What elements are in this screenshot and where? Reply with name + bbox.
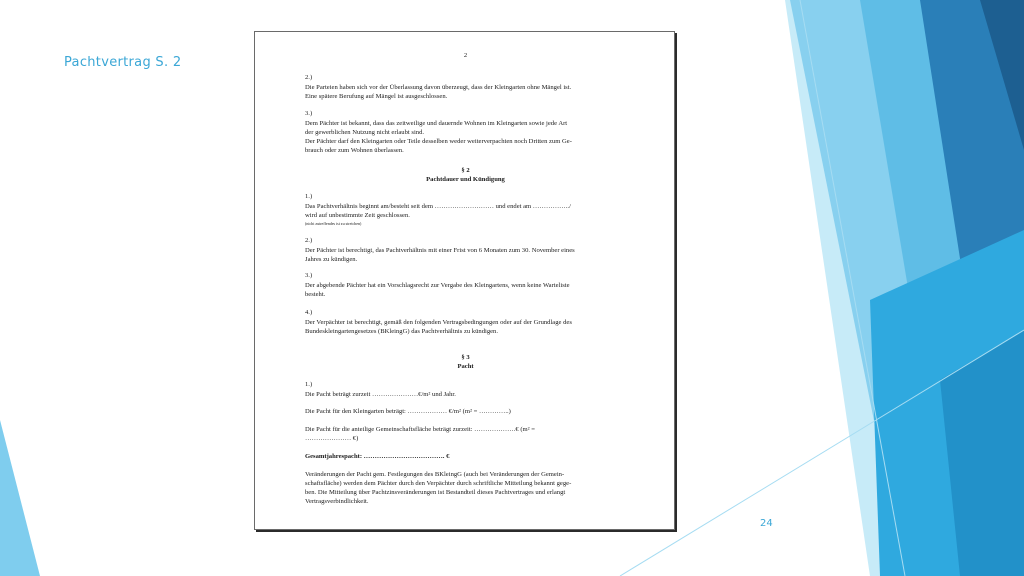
- para-2-number: 2.): [305, 74, 313, 81]
- s2-para-4-line-1: Der Verpächter ist berechtigt, gemäß den folgenden Vertragsbedingungen oder auf der Grundlage des: [305, 319, 572, 326]
- para-3-line-3: Der Pächter darf den Kleingarten oder Teile desselben weder weiterverpachten noch Dritten zum Ge-: [305, 138, 572, 145]
- para-3-line-2: der gewerblichen Nutzung nicht erlaubt sind.: [305, 129, 425, 136]
- section-3-title: Pacht: [457, 363, 474, 370]
- section-2-title: Pachtdauer und Kündigung: [426, 176, 505, 183]
- s2-para-2-line-1: Der Pächter ist berechtigt, das Pachtverhältnis mit einer Frist von 6 Monaten zum 30. November eines: [305, 247, 575, 254]
- s3-total: Gesamtjahrespacht: ………………………………. €: [305, 453, 450, 460]
- s3-para-2-line-2: schaftsfläche) werden dem Pächter durch den Verpächter durch schriftliche Mitteilung bekannt gege-: [305, 480, 572, 487]
- s3-para-2-line-3: ben. Die Mitteilung über Pachtzinsveränderungen ist Bestandteil dieses Pachtvertrages und erlangt: [305, 489, 566, 496]
- para-3-line-4: brauch oder zum Wohnen überlassen.: [305, 147, 404, 154]
- document-page: [254, 31, 675, 530]
- document-page-number: 2: [463, 52, 468, 59]
- s3-pacht-community-1: Die Pacht für die anteilige Gemeinschaftsfläche beträgt zurzeit: ……………….€ (m² =: [305, 426, 535, 433]
- s2-para-3-line-1: Der abgebende Pächter hat ein Vorschlagsrecht zur Vergabe des Kleingartens, wenn keine Warteliste: [305, 282, 570, 289]
- para-2-line-2: Eine spätere Berufung auf Mängel ist ausgeschlossen.: [305, 93, 448, 100]
- s2-para-1-line-1: Das Pachtverhältnis beginnt am/besteht seit dem ……………………… und endet am ……………../: [305, 203, 571, 210]
- section-2-heading: § 2: [461, 167, 470, 174]
- slide-title: Pachtvertrag S. 2: [64, 55, 182, 70]
- s2-para-3-number: 3.): [305, 272, 313, 279]
- s2-para-2-number: 2.): [305, 237, 313, 244]
- s2-para-3-line-2: besteht.: [305, 291, 326, 298]
- s2-para-1-note: (nicht zutreffendes ist zu streichen): [305, 221, 362, 226]
- s3-para-2-line-4: Vertragsverbindlichkeit.: [305, 498, 369, 505]
- s2-para-2-line-2: Jahres zu kündigen.: [305, 256, 358, 263]
- s2-para-4-number: 4.): [305, 309, 313, 316]
- s2-para-4-line-2: Bundeskleingartengesetzes (BKleingG) das Pachtverhältnis zu kündigen.: [305, 328, 498, 335]
- s3-pacht-community-2: ………………… €): [305, 435, 359, 442]
- slide-number: 24: [760, 518, 773, 529]
- deco-left-corner: [0, 420, 40, 576]
- s2-para-1-line-2: wird auf unbestimmte Zeit geschlossen.: [305, 212, 410, 219]
- para-2-line-1: Die Parteien haben sich vor der Überlassung davon überzeugt, dass der Kleingarten ohne Mängel ist.: [305, 84, 572, 91]
- s2-para-1-number: 1.): [305, 193, 313, 200]
- s3-pacht-rate: Die Pacht beträgt zurzeit …………………€/m² und Jahr.: [305, 391, 456, 398]
- para-3-number: 3.): [305, 110, 313, 117]
- para-3-line-1: Dem Pächter ist bekannt, dass das zeitweilige und dauernde Wohnen im Kleingarten sowie jede Art: [305, 120, 568, 127]
- s3-pacht-garden: Die Pacht für den Kleingarten beträgt: ……………… €/m² (m² = …………..): [305, 408, 511, 415]
- s3-para-2-line-1: Veränderungen der Pacht gem. Festlegungen des BKleingG (auch bei Veränderungen der Gemein-: [305, 471, 565, 478]
- section-3-heading: § 3: [461, 354, 470, 361]
- s3-para-1-number: 1.): [305, 381, 313, 388]
